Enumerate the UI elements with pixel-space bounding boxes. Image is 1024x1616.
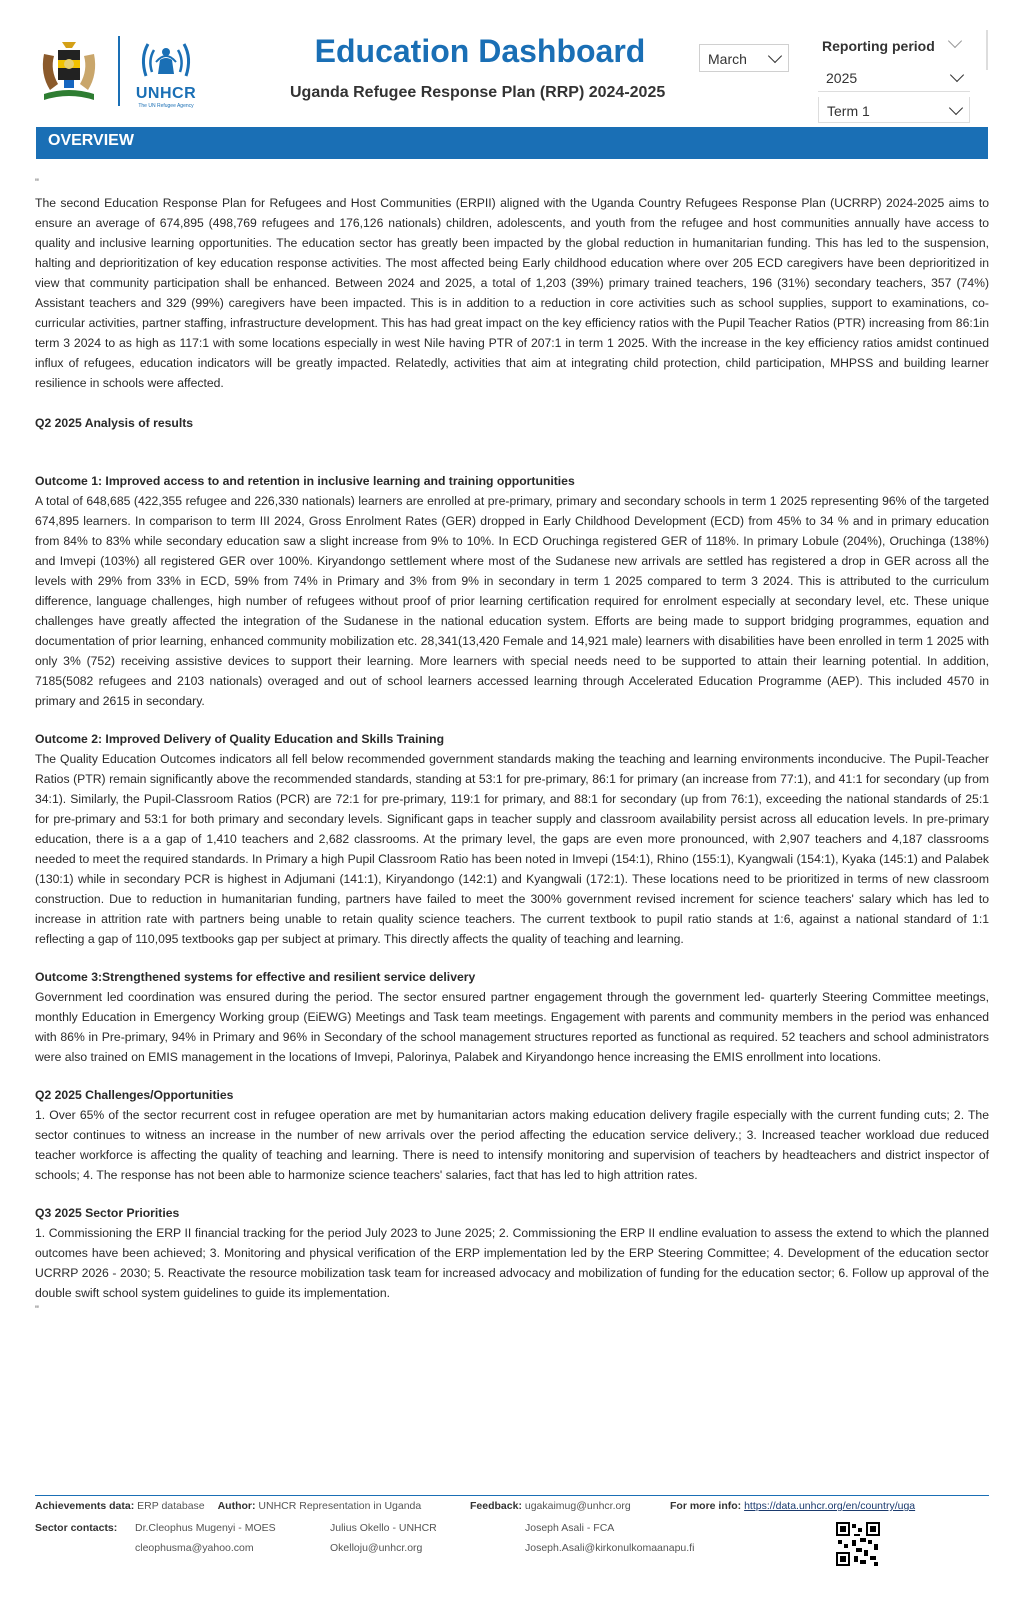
contact1-email[interactable]: cleophusma@yahoo.com bbox=[135, 1542, 254, 1554]
challenges-heading: Q2 2025 Challenges/Opportunities bbox=[35, 1088, 234, 1102]
page-subtitle: Uganda Refugee Response Plan (RRP) 2024-2025 bbox=[290, 84, 666, 101]
reporting-period-chevron-icon[interactable] bbox=[948, 34, 962, 48]
term-dropdown[interactable] bbox=[818, 97, 970, 123]
more-info-link[interactable]: https://data.unhcr.org/en/country/uga bbox=[744, 1500, 916, 1512]
year-dropdown-value: 2025 bbox=[826, 70, 858, 86]
uganda-coat-of-arms-logo bbox=[36, 34, 102, 104]
feedback-email[interactable]: ugakaimug@unhcr.org bbox=[524, 1500, 631, 1512]
unhcr-logo-subtext: The UN Refugee Agency bbox=[138, 103, 194, 109]
qr-code-icon[interactable] bbox=[836, 1522, 880, 1566]
overview-section-bar bbox=[36, 127, 988, 159]
month-dropdown-value: March bbox=[708, 51, 747, 67]
unhcr-emblem-icon bbox=[138, 36, 194, 82]
more-info-label: For more info: bbox=[670, 1500, 742, 1512]
author-label: Author: bbox=[217, 1500, 256, 1512]
chevron-down-icon bbox=[949, 101, 963, 115]
priorities-paragraph: 1. Commissioning the ERP II financial tracking for the period July 2023 to June 2025; 2. Commissioning the ERP II endline evaluation to assess the extend to which the planned outcomes have been achieved; 3. Monitoring and physical verification of the ERP implementation led by the ERP Steering Committee; 4. Development of the education sector UCRRP 2026 - 2030; 5. Reactivate the resource mobilization task team for increased advocacy and mobilization of funding for the education sector; 6. Follow up approval of the double swift school system guidelines to guide its implementation. bbox=[35, 1226, 989, 1300]
sector-contacts-label: Sector contacts: bbox=[35, 1522, 118, 1534]
analysis-heading: Q2 2025 Analysis of results bbox=[35, 416, 194, 430]
overview-section-title: OVERVIEW bbox=[48, 132, 134, 149]
challenges-paragraph: 1. Over 65% of the sector recurrent cost in refugee operation are met by humanitarian actors making education delivery fragile especially with the current funding cuts; 2. The sector continues to witness an increase in the number of new arrivals over the period affecting the education service delivery.; 3. Increased teacher workload due reduced teacher workforce is affecting the quality of teaching and learning. There is need to intensify monitoring and supervision of teachers by headteachers and district inspector of schools; 4. The response has not been able to harmonize science teachers' salaries, fact that has led to high attrition rates. bbox=[35, 1108, 989, 1182]
contact2-name: Julius Okello - UNHCR bbox=[330, 1522, 437, 1534]
achievements-label: Achievements data: bbox=[35, 1500, 135, 1512]
year-dropdown[interactable] bbox=[818, 64, 970, 92]
chevron-down-icon bbox=[950, 68, 964, 82]
outcome3-heading: Outcome 3:Strengthened systems for effective and resilient service delivery bbox=[35, 970, 476, 984]
contact1-name: Dr.Cleophus Mugenyi - MOES bbox=[135, 1522, 276, 1534]
month-dropdown[interactable] bbox=[699, 44, 789, 72]
outcome1-paragraph: A total of 648,685 (422,355 refugee and 226,330 nationals) learners are enrolled at pre-primary, primary and secondary schools in term 1 2025 representing 96% of the targeted 674,895 learners. In comparison to term III 2024, Gross Enrolment Rates (GER) dropped in Early Childhood Development (ECD) from 45% to 34 % and in primary education from 84% to 83% while secondary education saw a slight increase from 9% to 10%. In ECD Oruchinga registered GER of 118%. In primary Lobule (204%), Oruchinga (138%) and Imvepi (103%) all registered GER over 100%. Kiryandongo settlement where most of the Sudanese new arrivals are settled has registered a drop in GER across all the levels with 29% from 33% in ECD, 59% from 74% in Primary and 3% from 9% in secondary in term 1 2025 compared to term 3 2024. This is attributed to the curriculum difference, language challenges, high number of refugees without proof of prior learning certification required for enrolment especially at secondary level, etc. These unique challenges have greatly affected the integration of the Sudanese in the national education system. Efforts are being made to support bridging programmes, equation and documentation of prior learning, enhanced community mobilization etc. 28,341(13,420 Female and 14,921 male) learners with disabilities have been enrolled in term 1 2025 with only 3% (752) receiving assistive devices to support their learning. More learners with special needs need to be supported to attain their learning potential. In addition, 7185(5082 refugees and 2103 nationals) overaged and out of school learners accessed learning through Accelerated Education Programme (AEP). This included 4570 in primary and 2615 in secondary. bbox=[35, 494, 989, 708]
contact2-email[interactable]: Okelloju@unhcr.org bbox=[330, 1542, 423, 1554]
unhcr-logo-text: UNHCR bbox=[135, 85, 197, 102]
achievements-value: ERP database bbox=[137, 1500, 205, 1512]
outcome2-paragraph: The Quality Education Outcomes indicators all fell below recommended government standards making the teaching and learning environments inconducive. The Pupil-Teacher Ratios (PTR) remain significantly above the recommended standards, standing at 53:1 for pre-primary, 86:1 for primary (an increase from 77:1), and 41:1 for secondary (up from 34:1). Similarly, the Pupil-Classroom Ratios (PCR) are 72:1 for pre-primary, 119:1 for primary, and 88:1 for secondary (up from 76:1), exceeding the national standards of 25:1 for pre-primary and 53:1 for both primary and secondary levels. Significant gaps in teacher supply and classroom availability persist across all education levels. In pre-primary education, there is a a gap of 1,410 teachers and 2,682 classrooms. At the primary level, the gaps are even more pronounced, with 2,907 teachers and 4,187 classrooms needed to meet the required standards. In Primary a high Pupil Classroom Ratio has been noted in Imvepi (154:1), Rhino (155:1), Kyangwali (154:1), Kyaka (145:1) and Palabek (130:1) while in secondary PCR is highest in Adjumani (141:1), Kiryandongo (142:1) and Kyangwali (172:1). These locations need to be prioritized in terms of new classroom construction. Due to reduction in humanitarian funding, partners have failed to meet the 300% government revised increment for science teachers' salary which has led to increase in attrition rate with partners being unable to retain quality science teachers. The current textbook to pupil ratio stands at 1:6, against a national standard of 1:1 reflecting a gap of 110,095 textbooks gap per subject at primary. This directly affects the quality of teaching and learning. bbox=[35, 752, 989, 946]
feedback-label: Feedback: bbox=[470, 1500, 522, 1512]
overview-content bbox=[35, 176, 989, 1317]
quote-close: " bbox=[35, 1304, 39, 1316]
author-value: UNHCR Representation in Uganda bbox=[258, 1500, 422, 1512]
header-divider bbox=[118, 36, 120, 106]
intro-paragraph: The second Education Response Plan for Refugees and Host Communities (ERPII) aligned with the Uganda Country Refugees Response Plan (UCRRP) 2024-2025 aims to ensure an average of 674,895 (498,769 refugees and 176,126 nationals) children, adolescents, and youth from the refugee and host communities annually have access to quality and inclusive learning opportunities. The education sector has greatly been impacted by the global reduction in humanitarian funding. This has led to the suspension, halting and deprioritization of key education response activities. The most affected being Early childhood education where over 205 ECD caregivers have been deprioritized in view that community participation shall be enhanced. Between 2024 and 2025, a total of 1,203 (39%) primary trained teachers, 196 (31%) secondary teachers, 357 (74%) Assistant teachers and 329 (99%) caregivers have been impacted. This is in addition to a reduction in core activities such as school supplies, support to examinations, co-curricular activities, partner staffing, infrastructure development. This has had great impact on the key efficiency ratios with the Pupil Teacher Ratios (PTR) increasing from 86:1in term 3 2024 to as high as 117:1 with some locations especially in west Nile having PTR of 207:1 in term 1 2025. With the increase in the key efficiency ratios amidst continued influx of refugees, education indicators will be greatly impacted. Relatedly, activities that aim at integrating child protection, child participation, MHPSS and building learner resilience in schools were affected. bbox=[35, 196, 989, 390]
chevron-down-icon bbox=[768, 49, 782, 63]
outcome2-heading: Outcome 2: Improved Delivery of Quality Education and Skills Training bbox=[35, 732, 445, 746]
outcome3-paragraph: Government led coordination was ensured during the period. The sector ensured partner engagement through the government led- quarterly Steering Committee meetings, monthly Education in Emergency Working group (EiEWG) Meetings and Task team meetings. Engagement with parents and community members in the period was enhanced with 86% in Pre-primary, 94% in Primary and 96% in Secondary of the school management structures reported as functional as required. 52 teachers and school administrators were also trained on EMIS management in the locations of Imvepi, Palorinya, Palabek and Kiryandongo hence increasing the EMIS enrollment into locations. bbox=[35, 990, 989, 1064]
contact3-email[interactable]: Joseph.Asali@kirkonulkomaanapu.fi bbox=[525, 1542, 695, 1554]
contact3-name: Joseph Asali - FCA bbox=[525, 1522, 615, 1534]
page-title: Education Dashboard bbox=[314, 33, 646, 69]
reporting-period-label: Reporting period bbox=[822, 38, 935, 54]
unhcr-logo bbox=[130, 36, 202, 110]
term-dropdown-value: Term 1 bbox=[827, 103, 870, 119]
quote-open: " bbox=[35, 177, 39, 189]
outcome1-heading: Outcome 1: Improved access to and retention in inclusive learning and training opportunities bbox=[35, 474, 575, 488]
footer-divider bbox=[35, 1495, 989, 1496]
filter-panel-scrollbar[interactable] bbox=[986, 30, 988, 70]
priorities-heading: Q3 2025 Sector Priorities bbox=[35, 1206, 180, 1220]
